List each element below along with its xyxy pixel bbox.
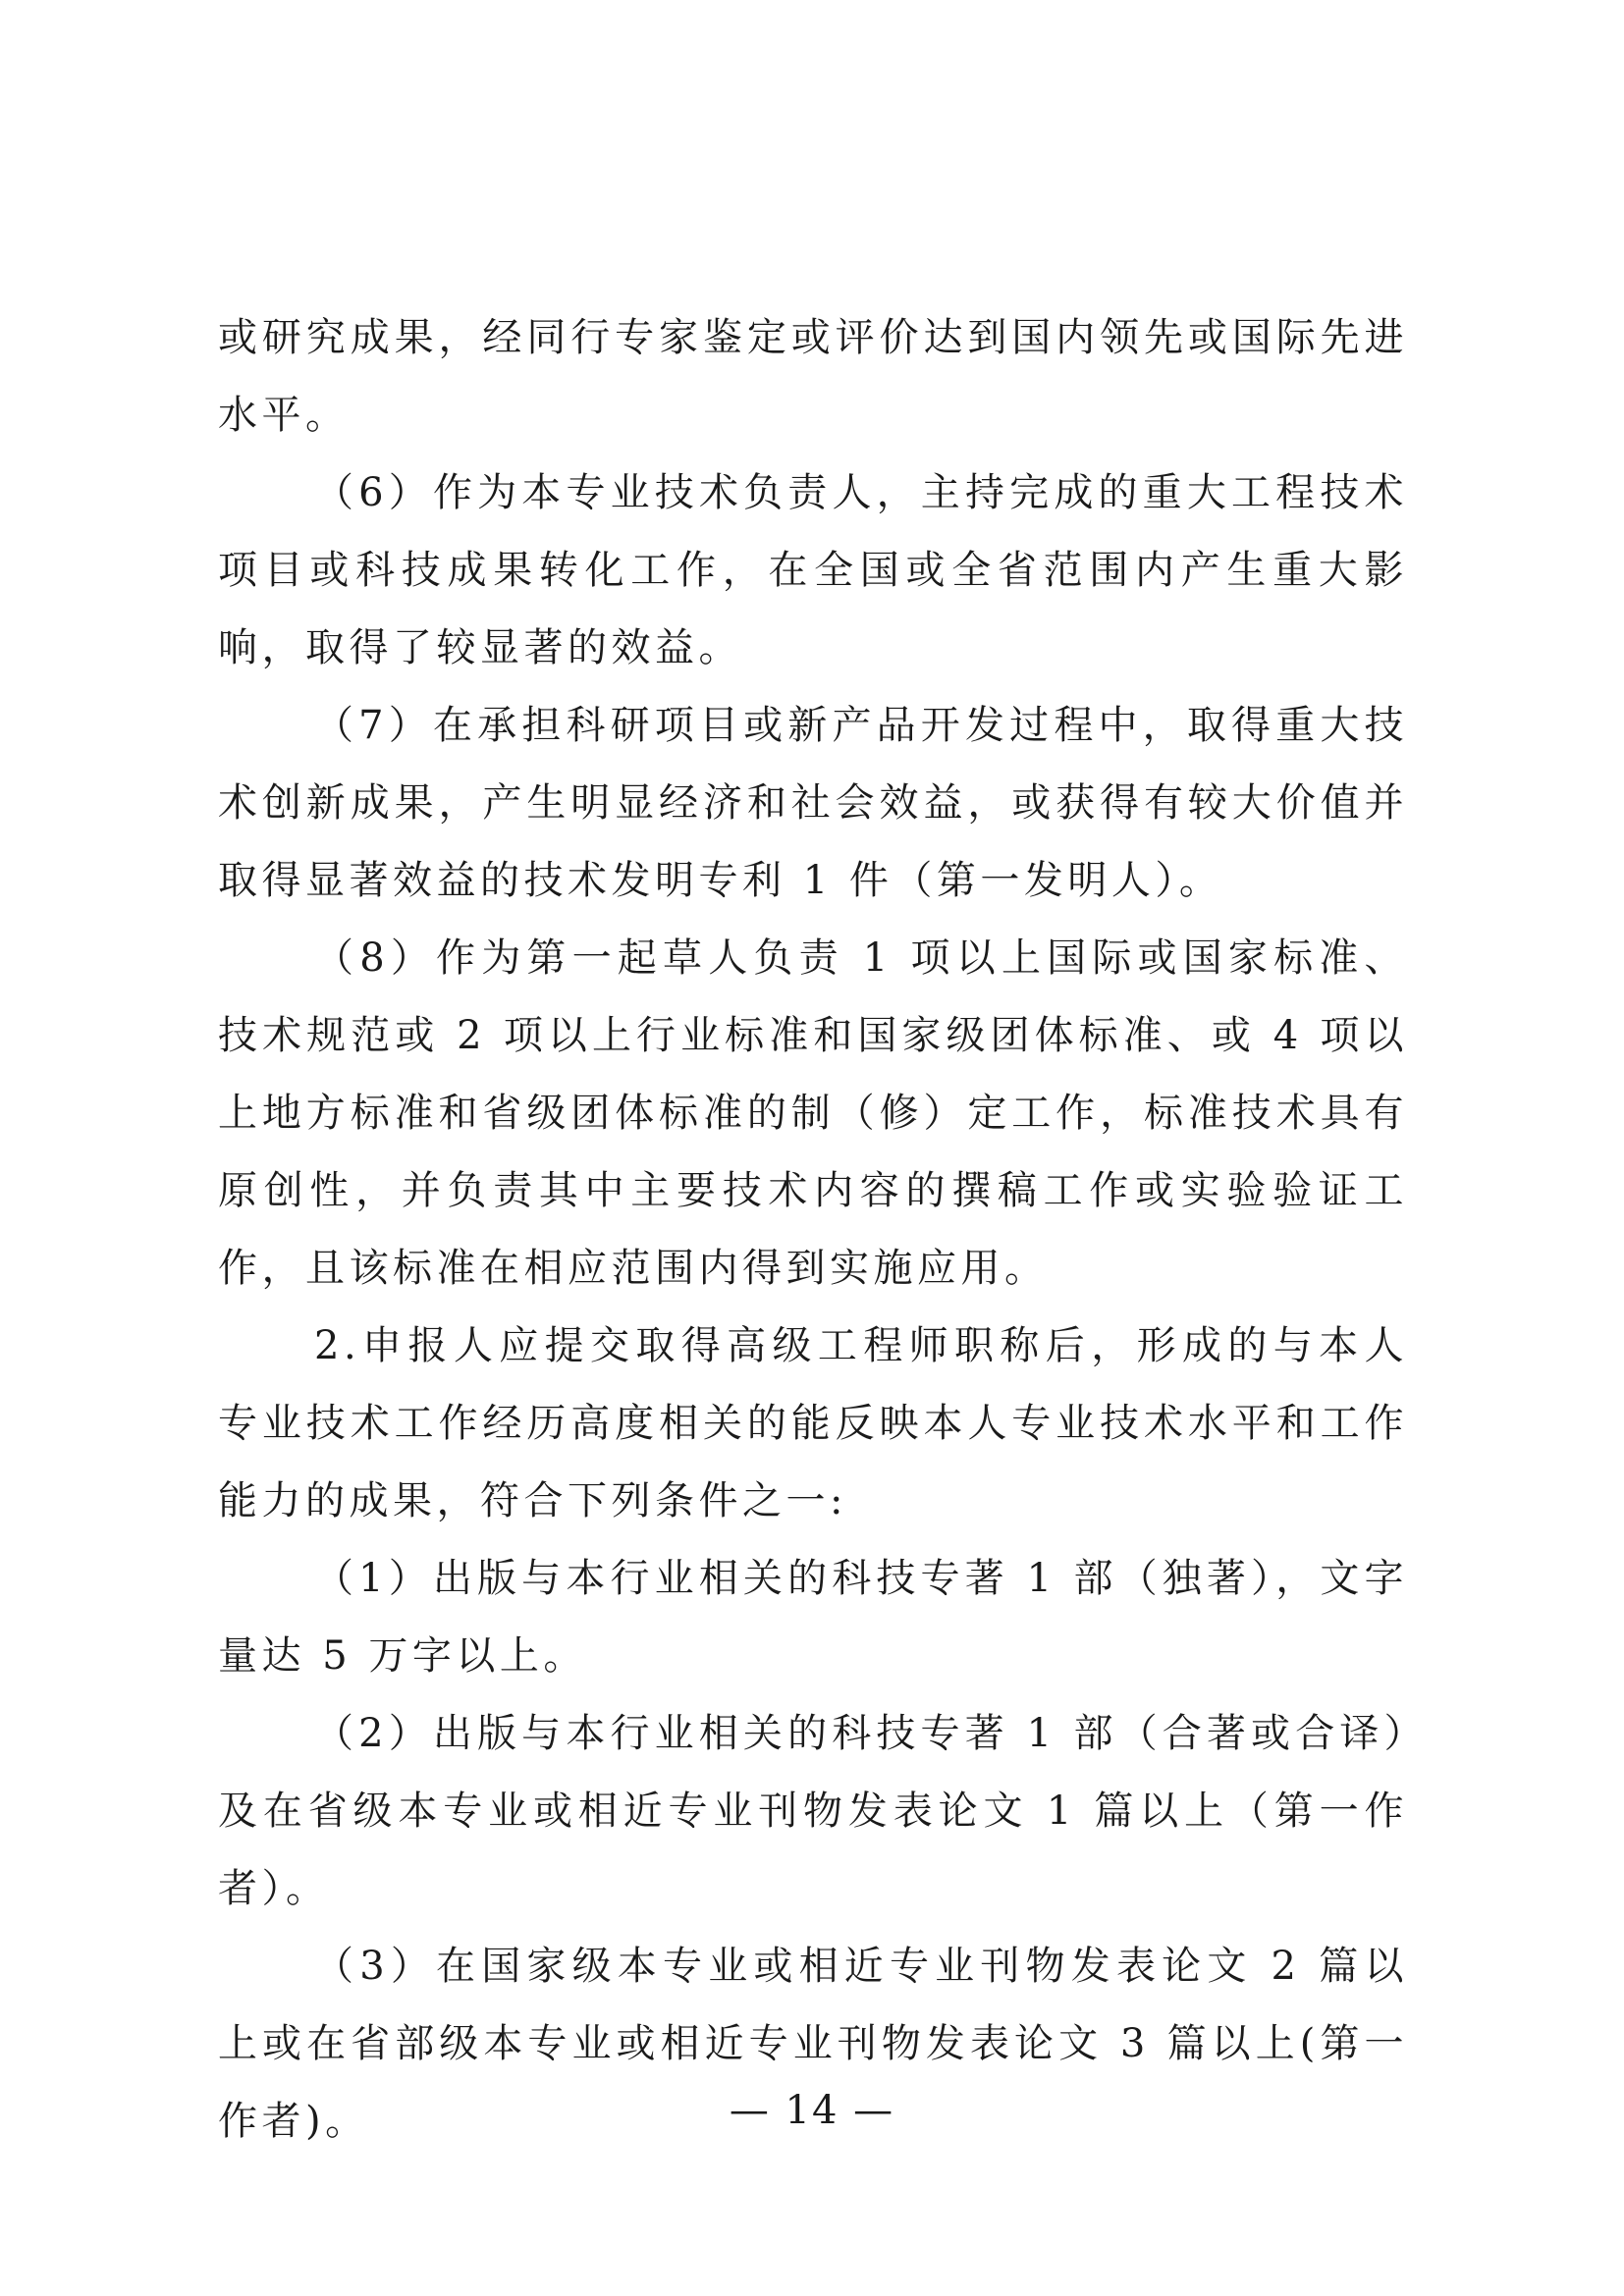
paragraph-sub-item-2: （2）出版与本行业相关的科技专著 1 部（合著或合译）及在省级本专业或相近专业刊物发表论文 1 篇以上（第一作者）。 [218, 1711, 1408, 1911]
paragraph-item-8: （8）作为第一起草人负责 1 项以上国际或国家标准、技术规范或 2 项以上行业标准和国家级团体标准、或 4 项以上地方标准和省级团体标准的制（修）定工作，标准技术具有原创性，并负责其中主要技术内容的撰稿工作或实验验证工作，且该标准在相应范围内得到实施应用。 [218, 935, 1408, 1291]
paragraph-section-2: 2.申报人应提交取得高级工程师职称后，形成的与本人专业技术工作经历高度相关的能反映本人专业技术水平和工作能力的成果，符合下列条件之一: [218, 1323, 1408, 1523]
page-number: — 14 — [729, 2088, 895, 2133]
paragraph-item-6: （6）作为本专业技术负责人，主持完成的重大工程技术项目或科技成果转化工作，在全国或全省范围内产生重大影响，取得了较显著的效益。 [218, 470, 1408, 670]
paragraph-item-7: （7）在承担科研项目或新产品开发过程中，取得重大技术创新成果，产生明显经济和社会效益，或获得有较大价值并取得显著效益的技术发明专利 1 件（第一发明人）。 [218, 703, 1408, 903]
paragraph-sub-item-1: （1）出版与本行业相关的科技专著 1 部（独著），文字量达 5 万字以上。 [218, 1556, 1408, 1679]
paragraph-continuation: 或研究成果，经同行专家鉴定或评价达到国内领先或国际先进水平。 [218, 315, 1408, 438]
paragraph-sub-item-3: （3）在国家级本专业或相近专业刊物发表论文 2 篇以上或在省部级本专业或相近专业刊物发表论文 3 篇以上(第一作者)。 [218, 1944, 1408, 2144]
body-text [218, 299, 1408, 2161]
